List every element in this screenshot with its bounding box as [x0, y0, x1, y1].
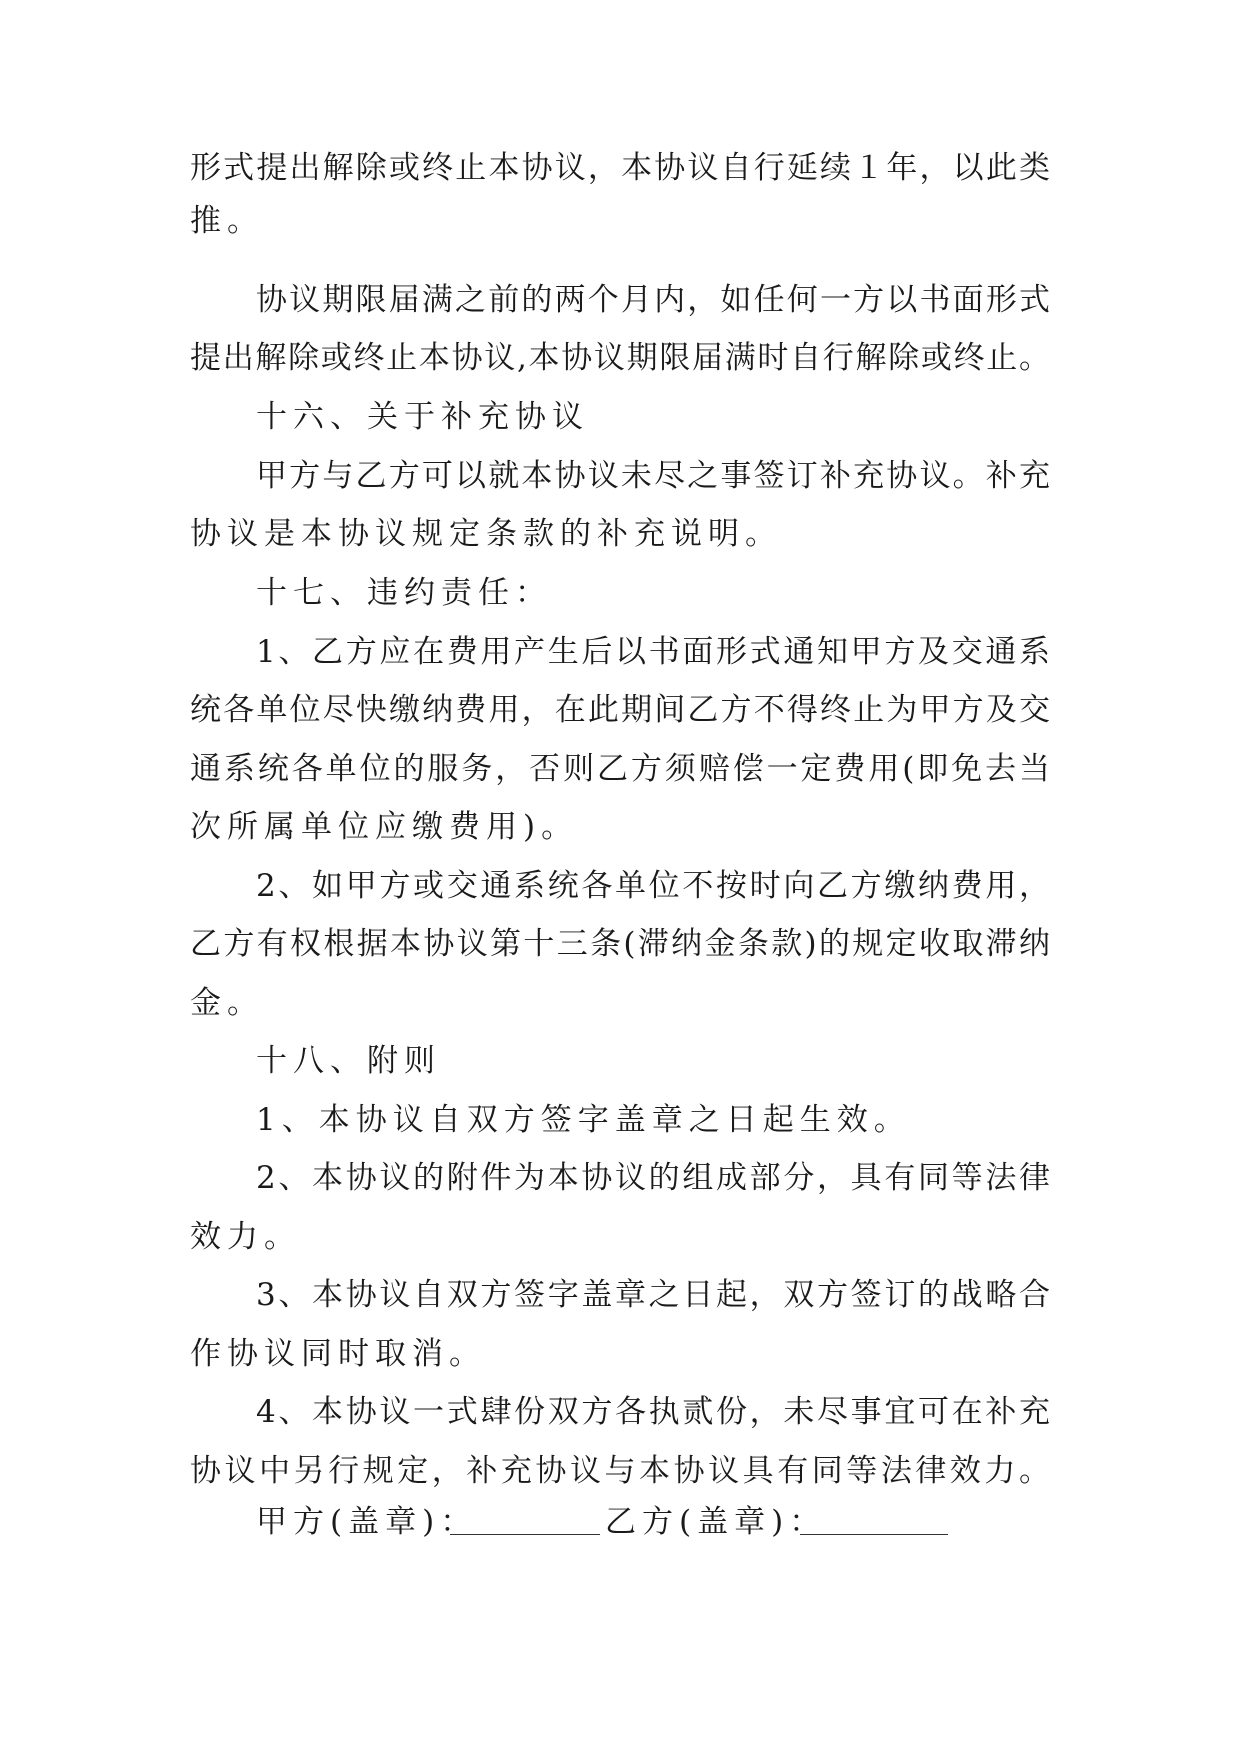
text-line: 1、乙方应在费用产生后以书面形式通知甲方及交通系	[256, 634, 1050, 670]
text-line: 金。	[190, 985, 264, 1021]
text-line: 协议期限届满之前的两个月内，如任何一方以书面形式	[256, 282, 1050, 318]
text-line: 提出解除或终止本协议,本协议期限届满时自行解除或终止。	[190, 340, 1050, 376]
text-line: 推。	[190, 203, 264, 239]
section-heading: 十七、违约责任：	[256, 575, 552, 611]
text-line: 协议是本协议规定条款的补充说明。	[190, 516, 782, 552]
text-line: 甲方与乙方可以就本协议未尽之事签订补充协议。补充	[256, 458, 1050, 494]
party-b-signature-blank	[800, 1534, 948, 1535]
text-line: 通系统各单位的服务，否则乙方须赔偿一定费用(即免去当	[190, 751, 1050, 787]
party-b-signature-label: 乙方(盖章)：	[605, 1504, 827, 1540]
text-line: 作协议同时取消。	[190, 1336, 486, 1372]
text-line: 统各单位尽快缴纳费用，在此期间乙方不得终止为甲方及交	[190, 692, 1050, 728]
text-line: 4、本协议一式肆份双方各执贰份，未尽事宜可在补充	[256, 1394, 1050, 1430]
text-line: 1、本协议自双方签字盖章之日起生效。	[256, 1102, 911, 1138]
text-line: 协议中另行规定，补充协议与本协议具有同等法律效力。	[190, 1453, 1050, 1489]
text-line: 乙方有权根据本协议第十三条(滞纳金条款)的规定收取滞纳	[190, 926, 1050, 962]
party-a-signature-label: 甲方(盖章)：	[256, 1504, 478, 1540]
section-heading: 十六、关于补充协议	[256, 399, 589, 435]
text-line: 3、本协议自双方签字盖章之日起，双方签订的战略合	[256, 1277, 1050, 1313]
text-line: 次所属单位应缴费用)。	[190, 809, 579, 845]
text-line: 效力。	[190, 1219, 301, 1255]
text-line: 形式提出解除或终止本协议，本协议自行延续１年，以此类	[190, 150, 1050, 186]
text-line: 2、本协议的附件为本协议的组成部分，具有同等法律	[256, 1160, 1050, 1196]
text-line: 2、如甲方或交通系统各单位不按时向乙方缴纳费用，	[256, 868, 1050, 904]
party-a-signature-blank	[450, 1534, 600, 1535]
section-heading: 十八、附则	[256, 1043, 441, 1079]
